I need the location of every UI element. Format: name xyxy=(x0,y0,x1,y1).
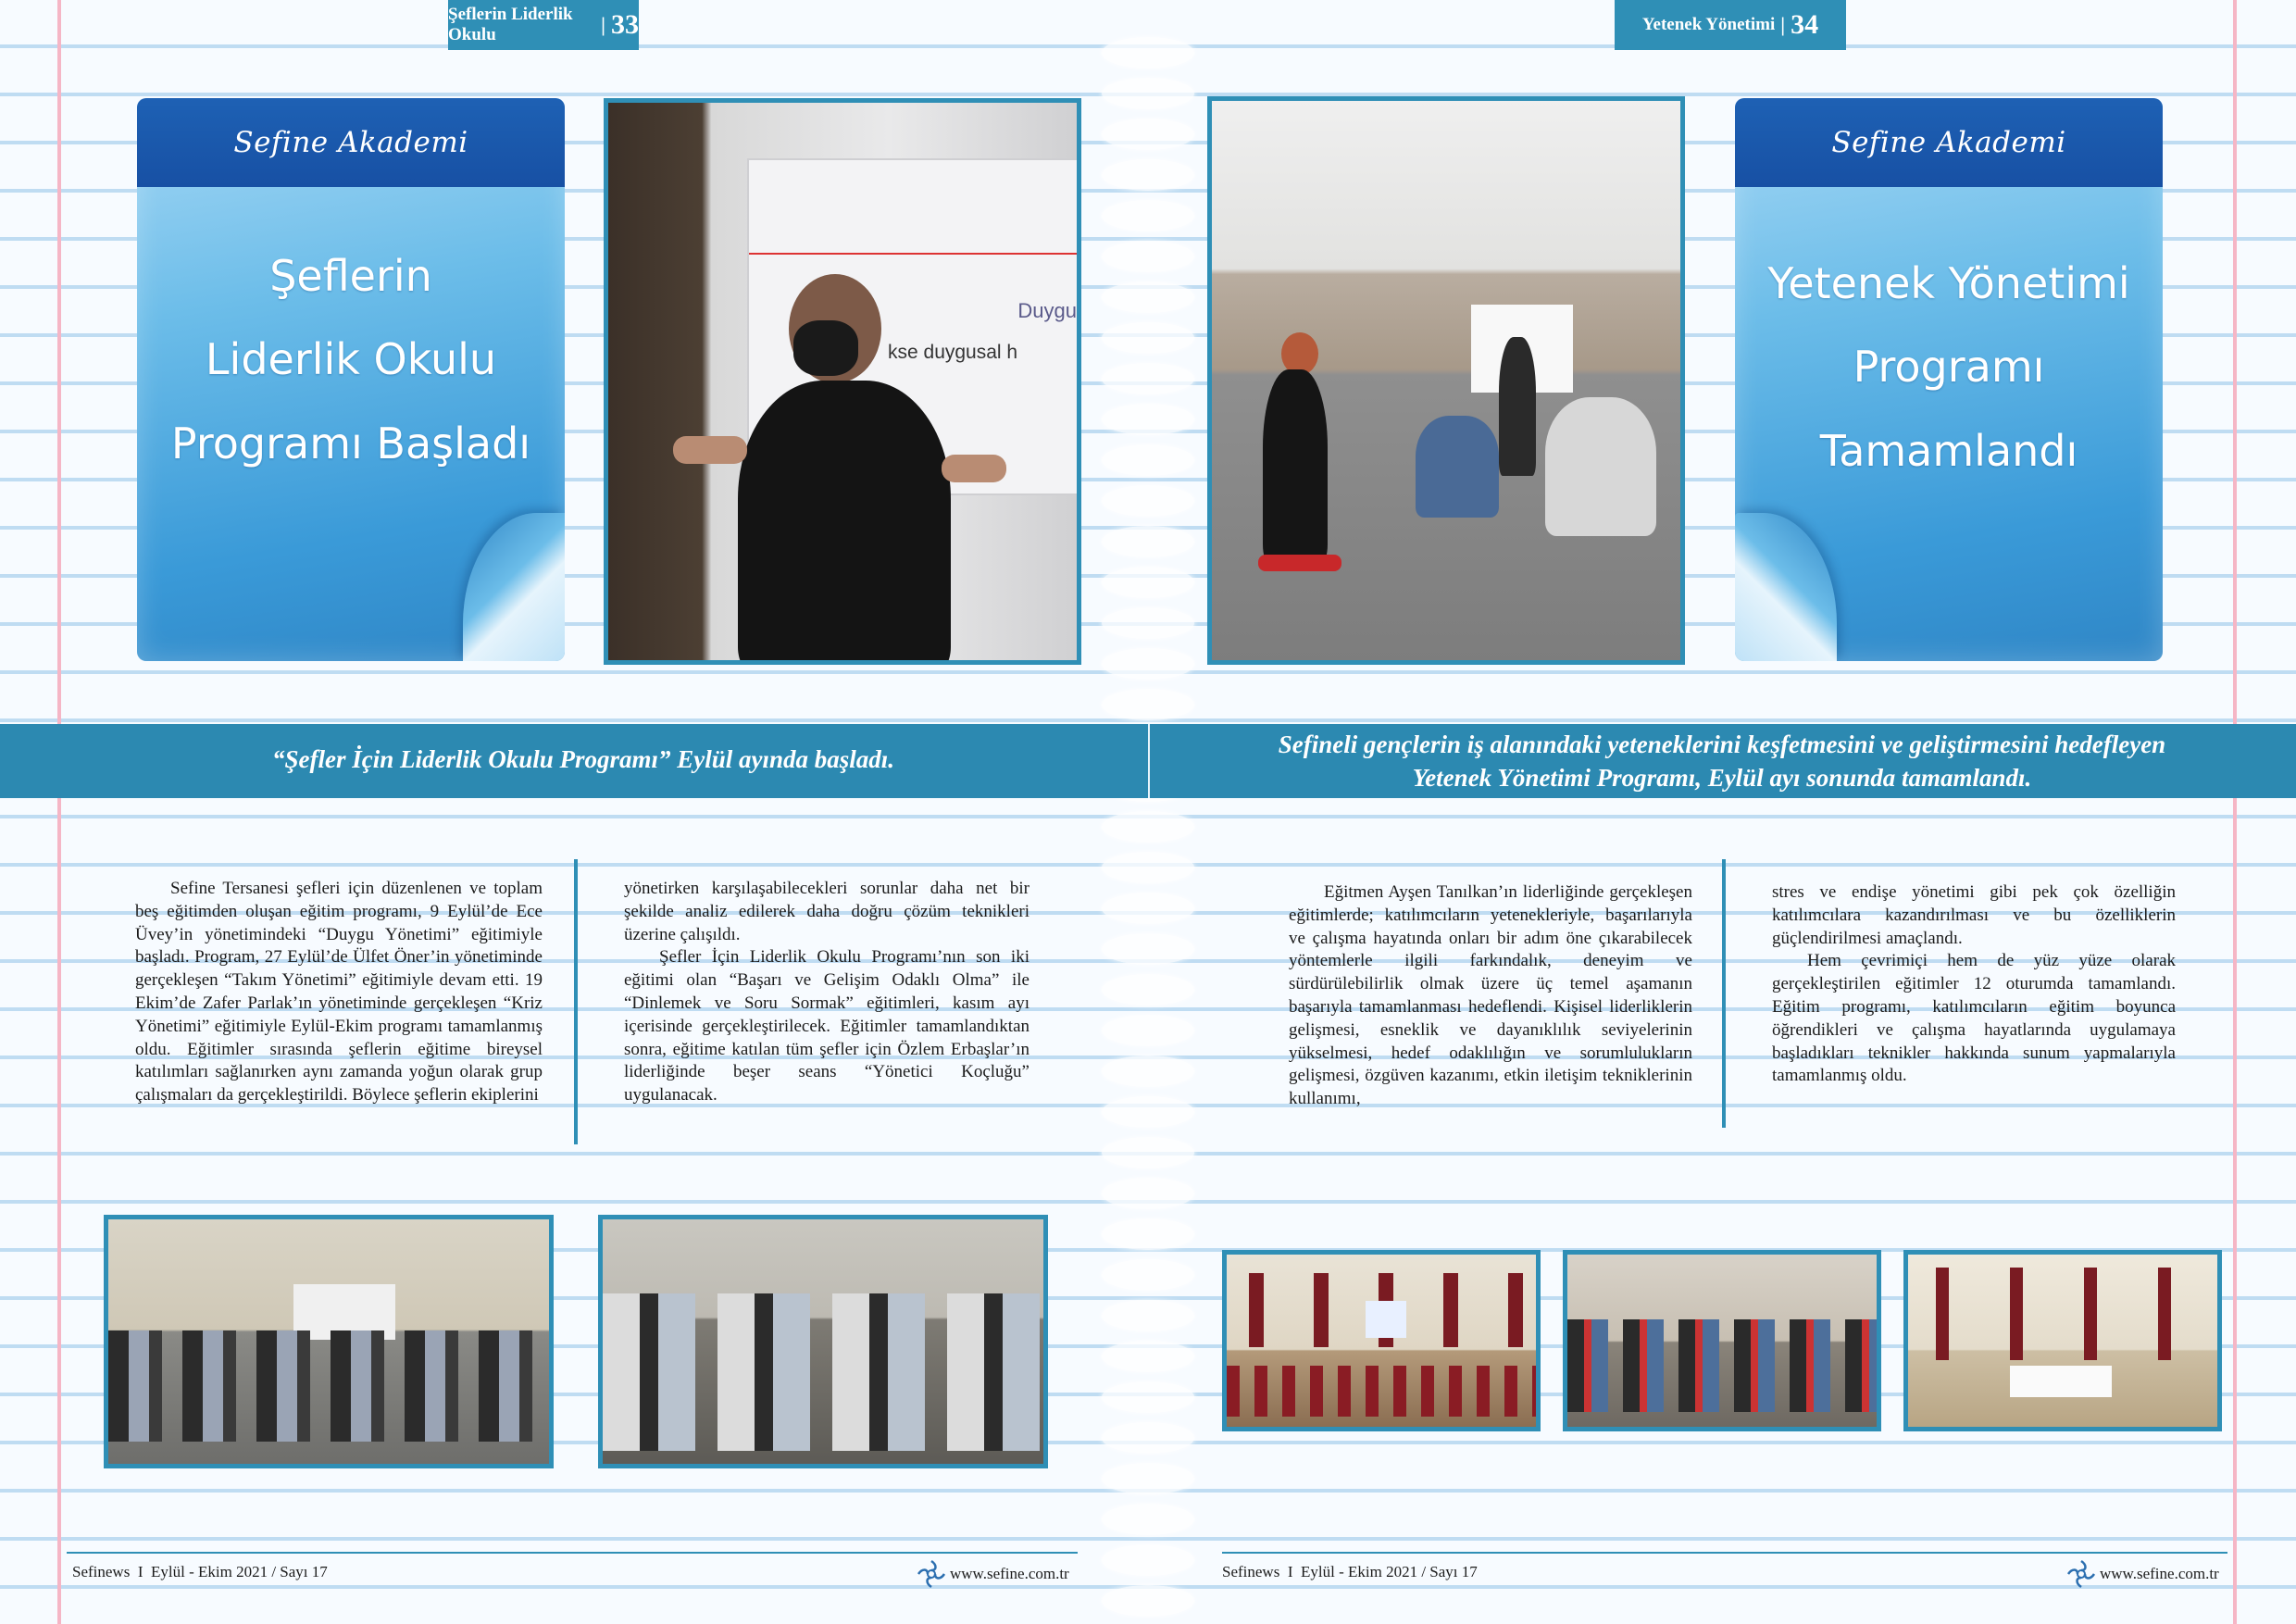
footer-issue-text: Eylül - Ekim 2021 / Sayı 17 xyxy=(151,1563,328,1580)
card-title-line: Şeflerin xyxy=(269,251,432,301)
page-curl xyxy=(1735,513,1837,661)
title-card xyxy=(137,98,565,661)
card-title-line: Programı xyxy=(1853,342,2045,393)
right-caption-line: Yetenek Yönetimi Programı, Eylül ayı sonunda tamamlandı. xyxy=(1412,764,2032,792)
footer-divider: I xyxy=(1287,1563,1293,1580)
footer-issue-text: Eylül - Ekim 2021 / Sayı 17 xyxy=(1301,1563,1478,1580)
left-caption: “Şefler İçin Liderlik Okulu Programı” Eylül ayında başladı. xyxy=(271,745,895,773)
article-column xyxy=(1772,881,2176,1088)
column-divider xyxy=(574,859,578,1144)
footer-issue xyxy=(72,1563,328,1581)
sefine-logo-icon xyxy=(917,1559,946,1589)
page-number: 33 xyxy=(611,9,639,40)
card-brand: Sefine Akademi xyxy=(137,98,565,187)
footer-publication: Sefinews xyxy=(1222,1563,1280,1580)
card-title-line: Tamamlandı xyxy=(1819,425,2078,476)
title-card xyxy=(1735,98,2163,661)
card-brand: Sefine Akademi xyxy=(1735,98,2163,187)
page-header-separator: | xyxy=(601,13,605,36)
footer-rule xyxy=(67,1552,1078,1554)
article-column xyxy=(1289,881,1692,1111)
right-caption-line: Sefineli gençlerin iş alanındaki yeteneklerini keşfetmesini ve geliştirmesini hedefleyen xyxy=(1278,731,2166,758)
card-title-line: Liderlik Okulu xyxy=(205,334,497,385)
card-title xyxy=(1735,254,2163,505)
slide-text: kse duygusal h xyxy=(888,342,1018,363)
photo-group xyxy=(1563,1250,1881,1431)
article-paragraph: yönetirken karşılaşabilecekleri sorunlar daha net bir şekilde analiz edilerek daha doğru çözüm teknikleri üzerine çalışıldı. xyxy=(624,879,1029,944)
footer-divider: I xyxy=(137,1563,144,1580)
page-header-tab xyxy=(1615,0,1846,50)
page-header-tab xyxy=(448,0,639,50)
card-title-line: Yetenek Yönetimi xyxy=(1767,258,2130,308)
right-page xyxy=(1148,0,2296,1624)
footer-publication: Sefinews xyxy=(72,1563,131,1580)
right-caption xyxy=(1167,728,2277,794)
photo-speaker xyxy=(604,98,1081,665)
article-paragraph: Eğitmen Ayşen Tanılkan’ın liderliğinde gerçekleşen eğitimlerde; katılımcıların yetenekleriyle, başarılarıyla ve çalışma hayatında onları bir adım öne çıkarabilecek yöntemlerle ilgili farkındalık, deneyim ve sürdürülebilirlik olmak üzere üç temel aşamanın başarıyla tamamlanması hedeflendi. Kişisel liderliklerin gelişmesi, esneklik ve dayanıklılık seviyelerinin yükselmesi, hedef odaklılığın ve sorumlulukların gelişmesi, özgüven kazanımı, etkin iletişim tekniklerinin kullanımı, xyxy=(1289,882,1692,1109)
footer-website[interactable] xyxy=(2066,1559,2219,1589)
footer-website-link[interactable]: www.sefine.com.tr xyxy=(2100,1565,2219,1582)
photo-salon xyxy=(1903,1250,2222,1431)
footer-website[interactable] xyxy=(917,1559,1069,1589)
page-header-separator: | xyxy=(1780,13,1786,36)
card-title-line: Programı Başladı xyxy=(170,418,531,468)
page-number: 34 xyxy=(1791,9,1819,40)
page-header-title: Yetenek Yönetimi xyxy=(1641,15,1776,34)
column-divider xyxy=(1722,859,1726,1128)
sefine-logo-icon xyxy=(2066,1559,2096,1589)
article-paragraph: Şefler İçin Liderlik Okulu Programı’nın son iki eğitimi olan “Başarı ve Gelişim Odaklı Olma” ile “Dinlemek ve Soru Sormak” eğitimleri, kasım ayı içerisinde gerçekleştirilecek. Eğitimler tamamlandıktan sonra, eğitime katılan tüm şefler için Özlem Erbaşlar’ın liderliğinde beşer seans “Yönetici Koçluğu” uygulanacak. xyxy=(624,947,1029,1106)
photo-classroom xyxy=(104,1215,554,1468)
article-paragraph: Hem çevrimiçi hem de yüz yüze olarak gerçekleştirilen eğitimler 12 oturumda tamamlandı. Eğitim programı, katılımcıların eğitim boyunca öğrendikleri ve çalışma hayatlarında uygulamaya başladıkları teknikler hakkında sunum yapmalarıyla tamamlanmış oldu. xyxy=(1772,951,2176,1086)
footer-website-link[interactable]: www.sefine.com.tr xyxy=(950,1565,1069,1582)
article-column xyxy=(624,878,1029,1107)
photo-hall xyxy=(1222,1250,1541,1431)
page-curl xyxy=(463,513,565,661)
slide-text: Duygu xyxy=(1017,299,1077,322)
card-title xyxy=(137,246,565,497)
footer-issue xyxy=(1222,1563,1478,1581)
photo-participants xyxy=(598,1215,1048,1468)
page-header-title: Şeflerin Liderlik Okulu xyxy=(448,5,573,44)
article-paragraph: stres ve endişe yönetimi gibi pek çok özelliğin katılımcılara kazandırılması ve bu özelliklerin güçlendirilmesi amaçlandı. xyxy=(1772,882,2176,948)
photo-workshop xyxy=(1207,96,1685,665)
article-column xyxy=(135,878,543,1107)
footer-rule xyxy=(1222,1552,2227,1554)
article-paragraph: Sefine Tersanesi şefleri için düzenlenen ve toplam beş eğitimden oluşan eğitim programı, 9 Eylül’de Ece Üvey’in yönetimindeki “Duygu Yönetimi” eğitimiyle başladı. Program, 27 Eylül’de Ülfet Öner’in yönetiminde gerçekleşen “Takım Yönetimi” eğitimiyle devam etti. 19 Ekim’de Zafer Parlak’ın yönetiminde gerçekleşen “Kriz Yönetimi” eğitimiyle Eylül-Ekim programı tamamlanmış oldu. Eğitimler sırasında şeflerin eğitime bireysel katılımları sağlanırken aynı zamanda yoğun olarak grup çalışmaları da gerçekleştirildi. Böylece şeflerin ekiplerini xyxy=(135,879,543,1106)
